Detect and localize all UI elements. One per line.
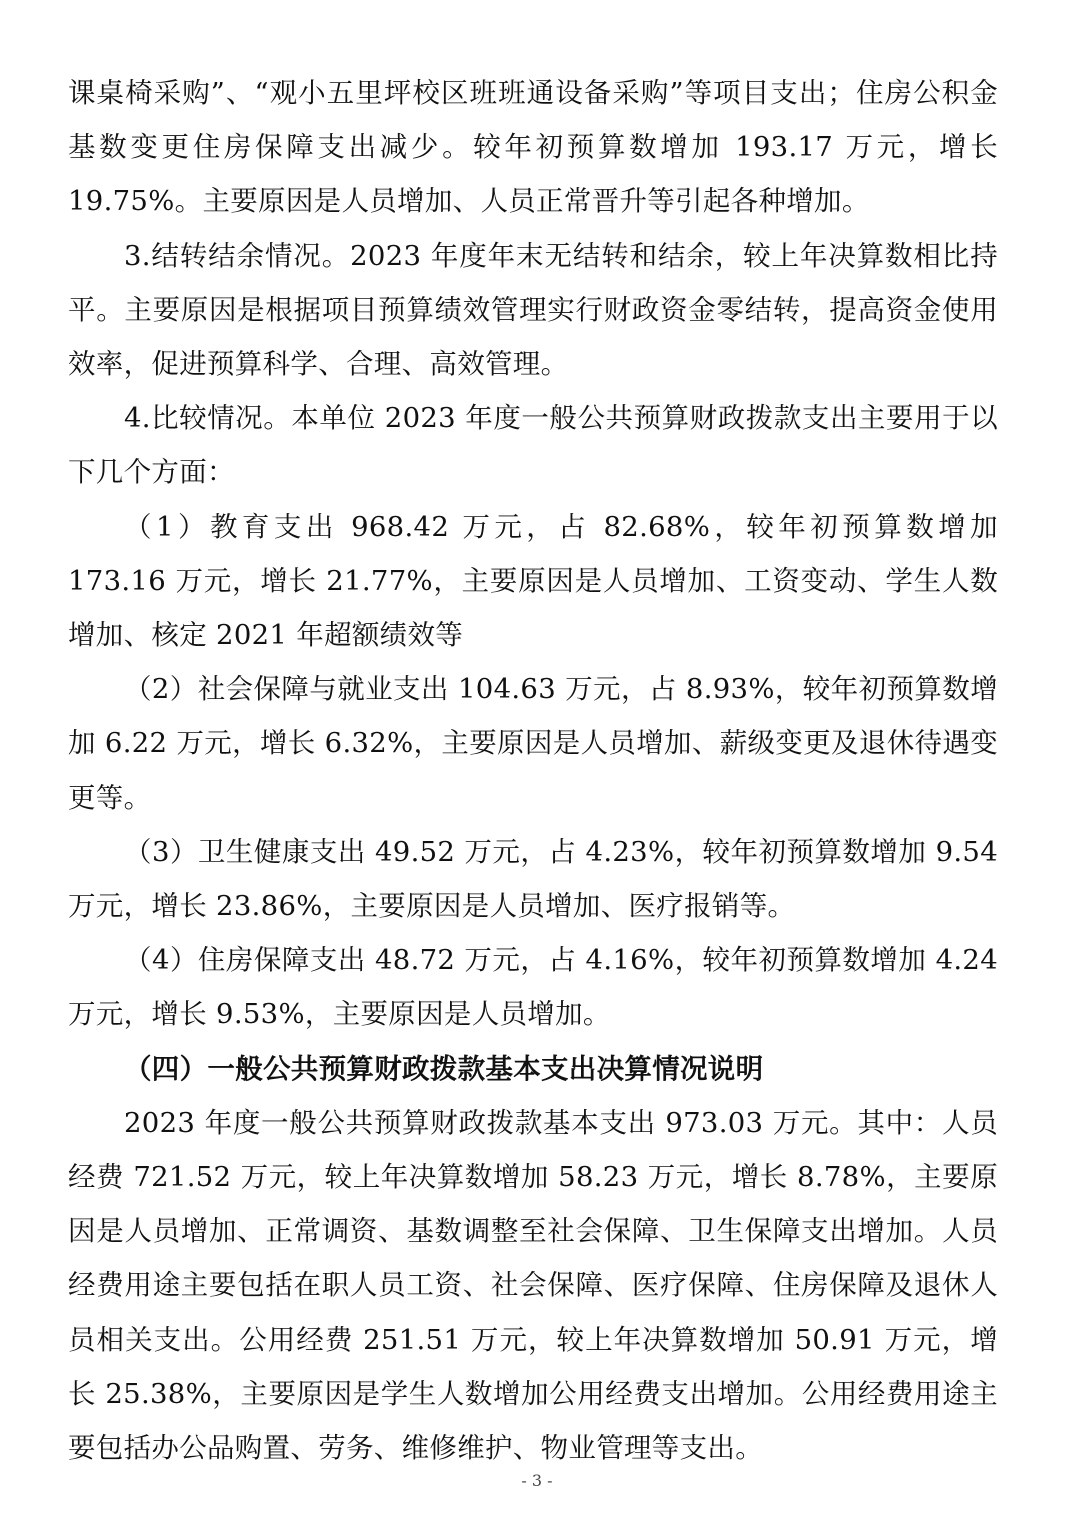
page-number: - 3 - <box>521 1471 553 1490</box>
paragraph-carryover-balance: 3.结转结余情况。2023 年度年末无结转和结余，较上年决算数相比持平。主要原因是根据项目预算绩效管理实行财政资金零结转，提高资金使用效率，促进预算科学、合理、高效管理。 <box>68 239 998 381</box>
list-item-education: （1）教育支出 968.42 万元，占 82.68%，较年初预算数增加 173.16 万元，增长 21.77%，主要原因是人员增加、工资变动、学生人数增加、核定 2021 年超额绩效等 <box>68 510 998 652</box>
list-item-health: （3）卫生健康支出 49.52 万元，占 4.23%，较年初预算数增加 9.54 万元，增长 23.86%，主要原因是人员增加、医疗报销等。 <box>68 835 998 923</box>
paragraph-continuation: 课桌椅采购”、“观小五里坪校区班班通设备采购”等项目支出；住房公积金基数变更住房保障支出减少。较年初预算数增加 193.17 万元，增长 19.75%。主要原因是人员增加、人员正常晋升等引起各种增加。 <box>68 77 998 218</box>
paragraph-basic-expenditure: 2023 年度一般公共预算财政拨款基本支出 973.03 万元。其中：人员经费 721.52 万元，较上年决算数增加 58.23 万元，增长 8.78%，主要原因是人员增加、正常调资、基数调整至社会保障、卫生保障支出增加。人员经费用途主要包括在职人员工资、社会保障、医疗保障、住房保障及退休人员相关支出。公用经费 251.51 万元，较上年决算数增加 50.91 万元，增长 25.38%，主要原因是学生人数增加公用经费支出增加。公用经费用途主要包括办公品购置、劳务、维修维护、物业管理等支出。 <box>68 1106 998 1465</box>
list-item-social-security: （2）社会保障与就业支出 104.63 万元，占 8.93%，较年初预算数增加 6.22 万元，增长 6.32%，主要原因是人员增加、薪级变更及退休待遇变更等。 <box>68 673 998 814</box>
list-item-housing: （4）住房保障支出 48.72 万元，占 4.16%，较年初预算数增加 4.24 万元，增长 9.53%，主要原因是人员增加。 <box>68 944 998 1031</box>
section-heading-basic-expenditure: （四）一般公共预算财政拨款基本支出决算情况说明 <box>124 1052 764 1085</box>
paragraph-comparison: 4.比较情况。本单位 2023 年度一般公共预算财政拨款支出主要用于以下几个方面： <box>68 402 999 489</box>
document-page <box>68 66 998 1475</box>
